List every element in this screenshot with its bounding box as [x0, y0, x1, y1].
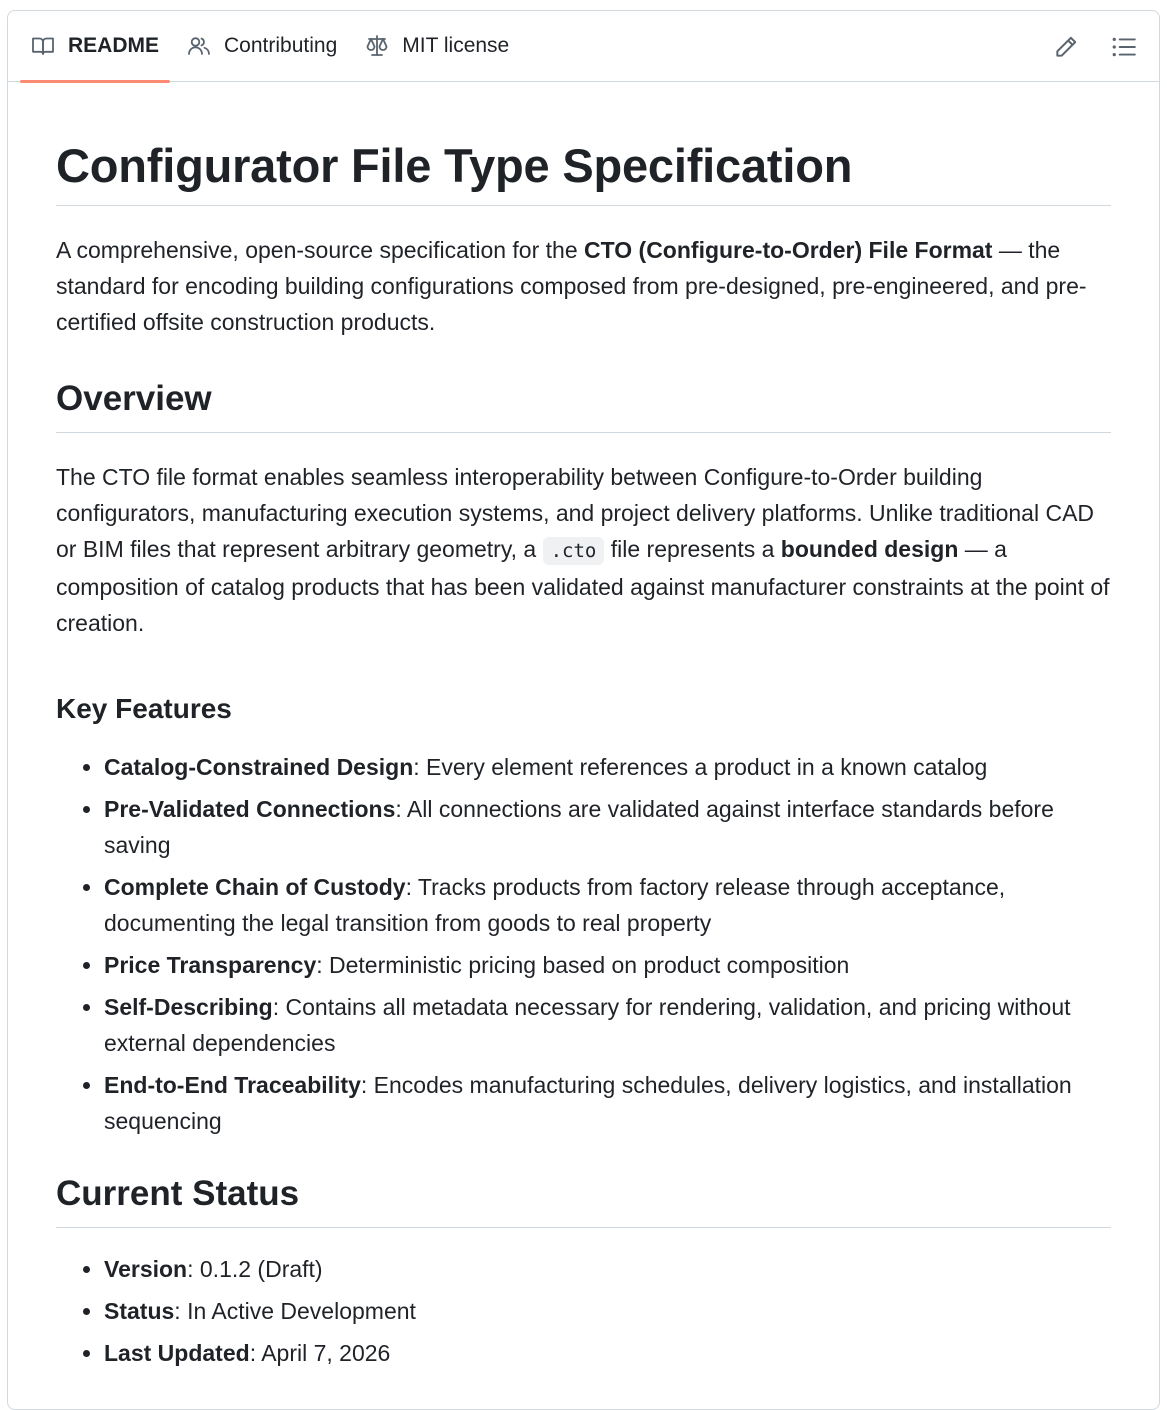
feature-text: : Encodes manufacturing schedules, delivery logistics, and installation sequencing [104, 1071, 1072, 1134]
key-features-heading: Key Features [56, 692, 232, 724]
tab-license-label: MIT license [402, 34, 510, 57]
list-item [104, 791, 1111, 863]
overview-heading: Overview [56, 378, 1111, 433]
outline-button[interactable] [1101, 24, 1147, 70]
status-term: Status [104, 1297, 175, 1324]
feature-term: End-to-End Traceability [104, 1071, 361, 1098]
feature-term: Self-Describing [104, 993, 273, 1020]
readme-content [8, 82, 1159, 1371]
list-item [104, 749, 1111, 785]
status-value: : 0.1.2 (Draft) [187, 1255, 323, 1282]
status-list [56, 1251, 1111, 1371]
tab-contributing[interactable] [176, 11, 348, 82]
list-item [104, 989, 1111, 1061]
law-icon [365, 34, 389, 58]
list-item [104, 947, 1111, 983]
feature-term: Pre-Validated Connections [104, 795, 396, 822]
book-icon [31, 34, 55, 58]
feature-term: Price Transparency [104, 951, 317, 978]
feature-text: : Contains all metadata necessary for rendering, validation, and pricing without external dependencies [104, 993, 1071, 1056]
people-icon [187, 34, 211, 58]
file-extension-code: .cto [543, 537, 605, 565]
list-item [104, 1293, 1111, 1329]
overview-text-end: — a composition of catalog products that has been validated against manufacturer constraints at the point of creation. [56, 535, 1110, 636]
tab-readme-label: README [68, 34, 160, 57]
pencil-icon [1053, 34, 1079, 60]
list-item [104, 1335, 1111, 1371]
intro-format-name: CTO (Configure-to-Order) File Format [584, 236, 993, 263]
feature-text: : Tracks products from factory release through acceptance, documenting the legal transition from goods to real property [104, 873, 1006, 936]
readme-panel [7, 10, 1160, 1410]
page-title: Configurator File Type Specification [56, 82, 1111, 206]
overview-text-start: The CTO file format enables seamless interoperability between Configure-to-Order building configurators, manufacturing execution systems, and project delivery platforms. Unlike traditional CAD or BIM files that represent arbitrary geometry, a [56, 463, 1095, 562]
status-term: Version [104, 1255, 188, 1282]
overview-paragraph [56, 459, 1111, 641]
readme-actions [1031, 11, 1147, 82]
feature-text: : Deterministic pricing based on product composition [316, 951, 850, 978]
intro-text-end: — the standard for encoding building configurations composed from pre-designed, pre-engineered, and pre-certified offsite construction products. [56, 236, 1087, 335]
feature-term: Complete Chain of Custody [104, 873, 406, 900]
tab-contributing-label: Contributing [224, 34, 338, 57]
list-unordered-icon [1111, 34, 1137, 60]
overview-text-middle: file represents a [604, 535, 781, 562]
tab-license[interactable] [354, 11, 520, 82]
tab-readme[interactable] [20, 11, 170, 82]
intro-text-start: A comprehensive, open-source specification for the [56, 236, 585, 263]
feature-term: Catalog-Constrained Design [104, 753, 414, 780]
status-value: : In Active Development [174, 1297, 416, 1324]
intro-paragraph [56, 232, 1111, 340]
readme-tab-bar [8, 11, 1159, 82]
list-item [104, 1251, 1111, 1287]
current-status-heading: Current Status [56, 1173, 1111, 1228]
feature-text: : All connections are validated against interface standards before saving [104, 795, 1054, 858]
status-term: Last Updated [104, 1339, 250, 1366]
feature-text: : Every element references a product in a known catalog [413, 753, 988, 780]
key-features-list [56, 749, 1111, 1139]
bounded-design-term: bounded design [780, 535, 959, 562]
list-item [104, 869, 1111, 941]
edit-readme-button[interactable] [1043, 24, 1089, 70]
list-item [104, 1067, 1111, 1139]
status-value: : April 7, 2026 [249, 1339, 391, 1366]
